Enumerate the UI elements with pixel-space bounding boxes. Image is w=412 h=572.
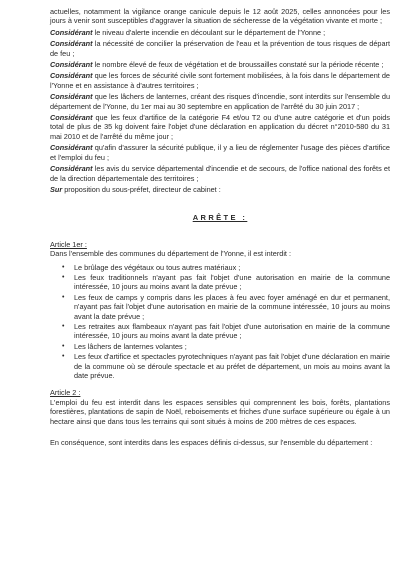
considerant-paragraph: [50, 92, 390, 111]
bullet-icon: •: [62, 322, 65, 330]
list-item-text: Les lâchers de lanternes volantes ;: [74, 341, 187, 351]
considerant-text: que les feux d'artifice de la catégorie F4 et/ou T2 ou d'une autre catégorie et d'un poids total de plus de 35 kg doivent faire l'objet d'une déclaration en application du décret n°2010-580 du 31 mai 2010 et de l'arrêté du même jour ;: [50, 113, 390, 141]
considerant-paragraph: [50, 71, 390, 90]
intro-paragraph: actuelles, notamment la vigilance orange canicule depuis le 12 août 2025, celles annoncées pour les jours à venir sont susceptibles d'aggraver la situation de sécheresse de la végétation vivante et morte ;: [50, 7, 390, 26]
list-item: [62, 321, 390, 341]
article-1-title: Article 1er :: [50, 239, 87, 249]
bullet-icon: •: [62, 263, 65, 271]
considerant-keyword: Considérant: [50, 71, 93, 81]
list-item-text: Les feux de camps y compris dans les places à feu avec foyer aménagé en dur et permanent, n'ayant pas fait l'objet d'une autorisation en mairie de la commune intéressée, 10 jours au moins avant la date prévue ;: [74, 292, 390, 321]
considerant-keyword: Considérant: [50, 92, 93, 102]
list-item: [62, 272, 390, 292]
list-item-text: Les feux d'artifice et spectacles pyrotechniques n'ayant pas fait l'objet d'une déclaration en mairie de la commune où se déroule spectacle et au préfet de département, un mois au moins avant la date prévue.: [74, 352, 390, 380]
bullet-icon: •: [62, 353, 65, 361]
article-2-title: Article 2 :: [50, 388, 81, 398]
article-1-list: [50, 263, 390, 381]
considerant-paragraph: [50, 28, 390, 37]
arrete-heading: ARRÊTE :: [192, 213, 248, 223]
proposition-paragraph: [50, 185, 390, 194]
considerant-keyword: Considérant: [50, 60, 93, 70]
bullet-icon: •: [62, 342, 65, 350]
considerant-text: que les forces de sécurité civile sont fortement mobilisées, à la fois dans le département de l'Yonne et en assistance à d'autres territoires ;: [50, 71, 390, 90]
considerant-text: que les lâchers de lanternes, créant des risques d'incendie, sont interdits sur l'ensemble du département de l'Yonne, du 1er mai au 30 septembre en application de l'arrêté du 30 juin 2017 ;: [50, 92, 390, 111]
considerants-list: [50, 28, 390, 183]
list-item: [62, 292, 390, 321]
list-item-text: Les retraites aux flambeaux n'ayant pas fait l'objet d'une autorisation en mairie de la commune intéressée, 10 jours au moins avant la date prévue ;: [74, 321, 390, 341]
bullet-icon: •: [62, 273, 65, 281]
considerant-keyword: Considérant: [50, 143, 93, 153]
list-item: [62, 352, 390, 380]
proposition-keyword: Sur: [50, 184, 63, 194]
considerant-text: le nombre élevé de feux de végétation et de broussailles constaté sur la période récente ;: [92, 60, 384, 70]
considerant-keyword: Considérant: [50, 27, 93, 37]
list-item: [62, 262, 390, 272]
article-2-text: L'emploi du feu est interdit dans les espaces sensibles qui comprennent les bois, forêts, plantations forestières, plantations de sapin de Noël, reboisements et friches d'une surface supérieure ou égale à un hectare ainsi que dans tous les terrains qui sont situés à moins de 200 mètres de ces espaces.: [50, 397, 390, 426]
considerant-text: le niveau d'alerte incendie en découlant sur le département de l'Yonne ;: [92, 27, 326, 37]
considerant-text: la nécessité de concilier la préservation de l'eau et la prévention de tous risques de départ de feu ;: [50, 39, 390, 58]
list-item-text: Les feux traditionnels n'ayant pas fait l'objet d'une autorisation en mairie de la commune intéressée, 10 jours au moins avant la date prévue ;: [74, 272, 390, 292]
article-1-lead: Dans l'ensemble des communes du département de l'Yonne, il est interdit :: [50, 249, 292, 259]
considerant-paragraph: [50, 60, 390, 69]
considerant-paragraph: [50, 143, 390, 162]
consequence-paragraph: En conséquence, sont interdits dans les espaces définis ci-dessus, sur l'ensemble du département :: [50, 438, 373, 448]
considerant-keyword: Considérant: [50, 39, 93, 49]
considerant-paragraph: [50, 39, 390, 58]
bullet-icon: •: [62, 293, 65, 301]
considerant-keyword: Considérant: [50, 113, 93, 123]
considerant-paragraph: [50, 164, 390, 183]
list-item-text: Le brûlage des végétaux ou tous autres matériaux ;: [74, 262, 241, 272]
considerant-text: qu'afin d'assurer la sécurité publique, il y a lieu de réglementer l'usage des pièces d'artifice et l'emploi du feu ;: [50, 143, 390, 162]
proposition-text: proposition du sous-préfet, directeur de cabinet :: [62, 184, 221, 194]
considerant-keyword: Considérant: [50, 164, 93, 174]
list-item: [62, 341, 390, 351]
considerant-paragraph: [50, 113, 390, 141]
considerant-text: les avis du service départemental d'incendie et de secours, de l'office national des forêts et de la direction départementale des territoires ;: [50, 164, 390, 183]
